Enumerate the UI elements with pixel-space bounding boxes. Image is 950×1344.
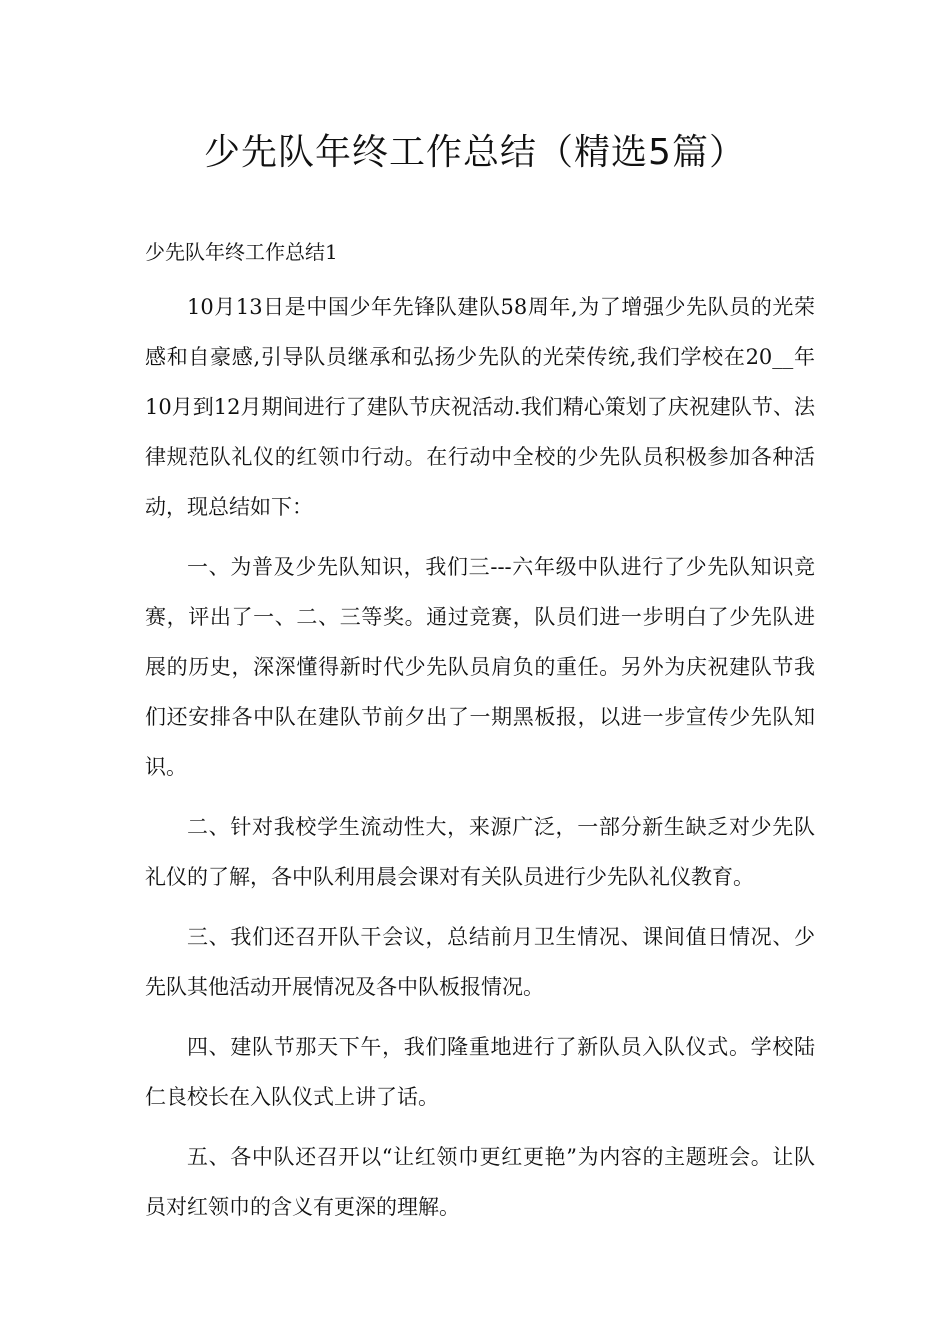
paragraph-intro: 10月13日是中国少年先锋队建队58周年,为了增强少先队员的光荣感和自豪感,引导队员继承和弘扬少先队的光荣传统,我们学校在20__年10月到12月期间进行了建队节庆祝活动.我们精心策划了庆祝建队节、法律规范队礼仪的红领巾行动。在行动中全校的少先队员积极参加各种活动，现总结如下： (145, 295, 815, 519)
document-title: 少先队年终工作总结（精选5篇） (204, 132, 746, 173)
paragraph-item-5: 五、各中队还召开以“让红领巾更红更艳”为内容的主题班会。让队员对红领巾的含义有更深的理解。 (145, 1145, 815, 1219)
paragraph-item-3: 三、我们还召开队干会议，总结前月卫生情况、课间值日情况、少先队其他活动开展情况及各中队板报情况。 (145, 925, 815, 999)
paragraph-item-2: 二、针对我校学生流动性大，来源广泛，一部分新生缺乏对少先队礼仪的了解，各中队利用晨会课对有关队员进行少先队礼仪教育。 (145, 815, 815, 889)
document-body (145, 232, 815, 1232)
paragraph-item-1: 一、为普及少先队知识，我们三---六年级中队进行了少先队知识竞赛，评出了一、二、三等奖。通过竞赛，队员们进一步明白了少先队进展的历史，深深懂得新时代少先队员肩负的重任。另外为庆祝建队节我们还安排各中队在建队节前夕出了一期黑板报，以进一步宣传少先队知识。 (145, 555, 815, 779)
section-heading: 少先队年终工作总结1 (145, 240, 338, 264)
paragraph-item-4: 四、建队节那天下午，我们隆重地进行了新队员入队仪式。学校陆仁良校长在入队仪式上讲了话。 (145, 1035, 815, 1109)
